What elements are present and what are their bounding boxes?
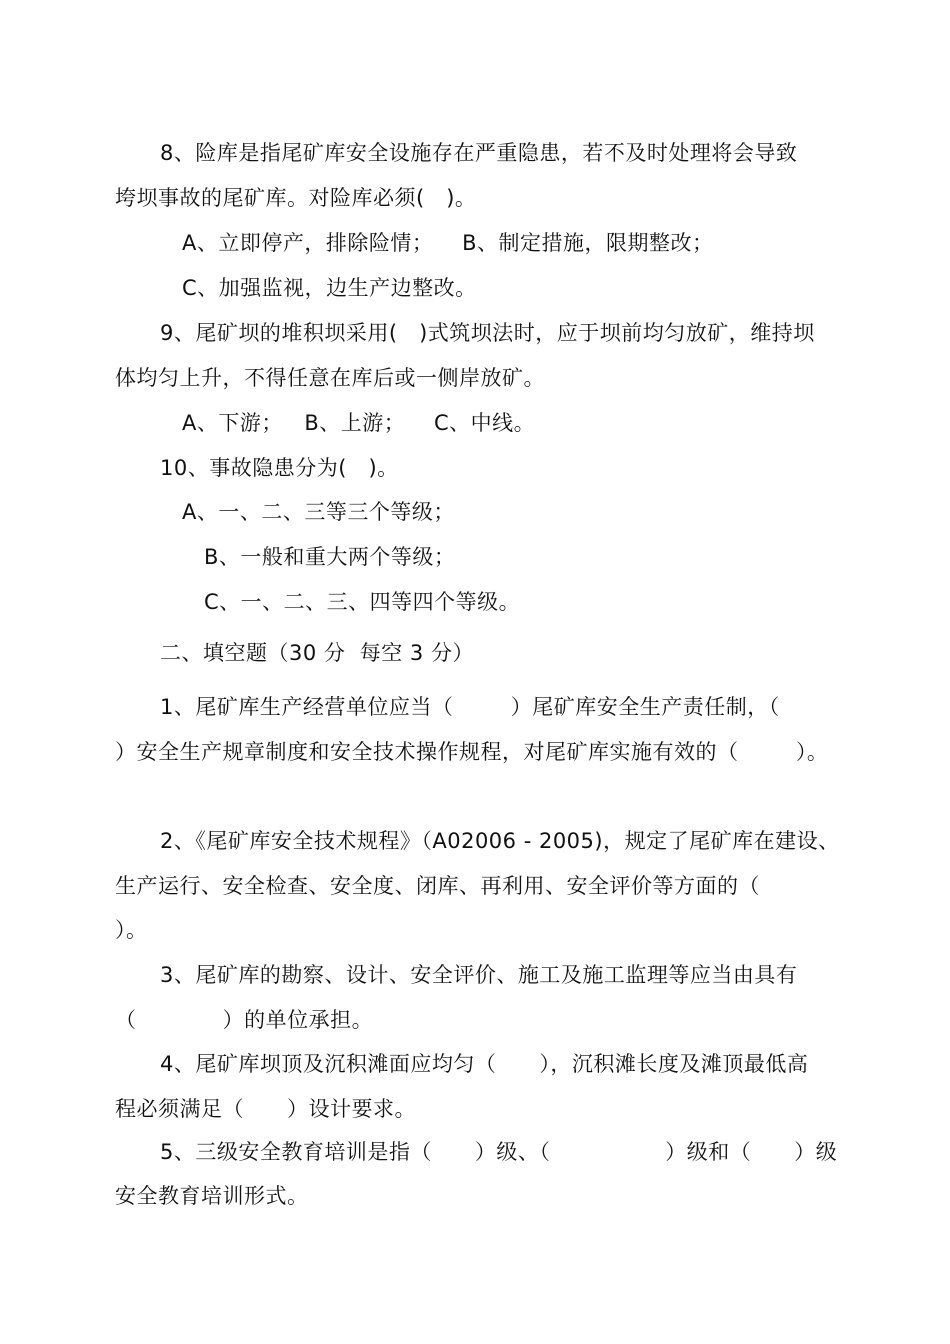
f2-line-2: 生产运行、安全检查、安全度、闭库、再利用、安全评价等方面的（ bbox=[115, 874, 760, 898]
f5-line-1: 5、三级安全教育培训是指（ ）级、（ ）级和（ ）级 bbox=[160, 1140, 838, 1164]
f2-line-3: ）。 bbox=[115, 918, 148, 942]
q8-options-ab: A、立即停产，排除险情； B、制定措施，限期整改； bbox=[182, 231, 714, 255]
q9-options: A、下游； B、上游； C、中线。 bbox=[182, 411, 536, 435]
q8-line-2: 垮坝事故的尾矿库。对险库必须( )。 bbox=[115, 186, 477, 210]
q8-option-c: C、加强监视，边生产边整改。 bbox=[182, 276, 477, 300]
f4-line-2: 程必须满足（ ）设计要求。 bbox=[115, 1097, 417, 1121]
section-2-heading: 二、填空题（30 分 每空 3 分） bbox=[160, 641, 474, 665]
q10-option-a: A、一、二、三等三个等级； bbox=[182, 500, 455, 524]
f3-line-2: （ ）的单位承担。 bbox=[115, 1008, 374, 1032]
f4-line-1: 4、尾矿库坝顶及沉积滩面应均匀（ ），沉积滩长度及滩顶最低高 bbox=[160, 1052, 809, 1076]
f3-line-1: 3、尾矿库的勘察、设计、安全评价、施工及施工监理等应当由具有 bbox=[160, 963, 798, 987]
q10-option-c: C、一、二、三、四等四个等级。 bbox=[204, 590, 521, 614]
f5-line-2: 安全教育培训形式。 bbox=[115, 1184, 309, 1208]
q9-line-2: 体均匀上升，不得任意在库后或一侧岸放矿。 bbox=[115, 366, 545, 390]
f2-line-1: 2、《尾矿库安全技术规程》（A02006 - 2005)，规定了尾矿库在建设、 bbox=[160, 829, 840, 853]
q9-line-1: 9、尾矿坝的堆积坝采用( )式筑坝法时，应于坝前均匀放矿，维持坝 bbox=[160, 321, 815, 345]
q10-option-b: B、一般和重大两个等级； bbox=[204, 545, 456, 569]
f1-line-2: ）安全生产规章制度和安全技术操作规程，对尾矿库实施有效的（ ）。 bbox=[115, 740, 829, 764]
q8-line-1: 8、险库是指尾矿库安全设施存在严重隐患，若不及时处理将会导致 bbox=[160, 141, 798, 165]
q10-line-1: 10、事故隐患分为( )。 bbox=[160, 456, 399, 480]
f1-line-1: 1、尾矿库生产经营单位应当（ ）尾矿库安全生产责任制，（ bbox=[160, 695, 780, 719]
